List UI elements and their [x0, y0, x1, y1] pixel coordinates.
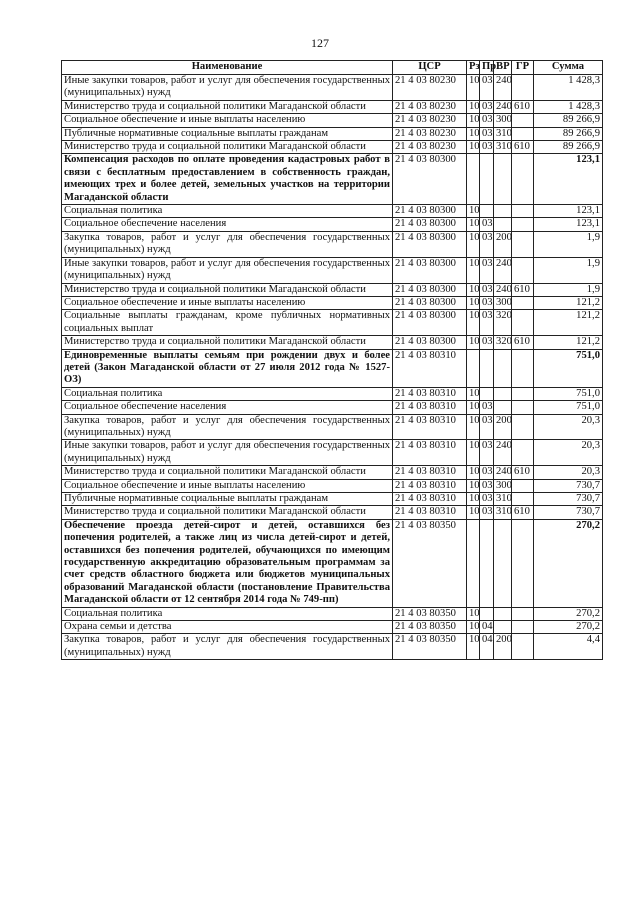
row-gr — [512, 414, 534, 440]
row-name: Министерство труда и социальной политики Магаданской области — [62, 466, 393, 479]
table-row — [62, 401, 603, 414]
row-csr: 21 4 03 80310 — [393, 479, 467, 492]
row-pr: 03 — [480, 257, 494, 283]
row-gr — [512, 621, 534, 634]
row-name: Социальное обеспечение и иные выплаты населению — [62, 296, 393, 309]
row-sum: 730,7 — [534, 493, 603, 506]
row-rz: 10 — [467, 127, 480, 140]
row-name: Иные закупки товаров, работ и услуг для обеспечения государственных (муниципальных) нужд — [62, 75, 393, 101]
row-vr: 310 — [494, 493, 512, 506]
row-csr: 21 4 03 80310 — [393, 466, 467, 479]
row-pr: 03 — [480, 466, 494, 479]
row-vr: 310 — [494, 127, 512, 140]
row-vr — [494, 154, 512, 205]
row-name: Социальное обеспечение и иные выплаты населению — [62, 479, 393, 492]
row-sum: 20,3 — [534, 466, 603, 479]
row-gr: 610 — [512, 506, 534, 519]
row-vr — [494, 205, 512, 218]
row-sum: 121,2 — [534, 310, 603, 336]
row-name: Социальные выплаты гражданам, кроме публичных нормативных социальных выплат — [62, 310, 393, 336]
row-pr — [480, 387, 494, 400]
table-row — [62, 336, 603, 349]
row-name: Обеспечение проезда детей-сирот и детей, оставшихся без попечения родителей, а также лиц из числа детей-сирот и детей, оставшихся без попечения родителей, обучающихся по имеющим государственную аккредитацию образовательным программам за счет средств областного бюджета или бюджетов муниципальных образований Магаданской области (постановление Правительства Магаданской области от 12 сентября 2014 года № 749-пп) — [62, 519, 393, 607]
row-gr — [512, 493, 534, 506]
row-name: Министерство труда и социальной политики Магаданской области — [62, 283, 393, 296]
row-name: Закупка товаров, работ и услуг для обеспечения государственных (муниципальных) нужд — [62, 414, 393, 440]
row-csr: 21 4 03 80310 — [393, 349, 467, 387]
table-row — [62, 141, 603, 154]
header-gr: ГР — [512, 61, 534, 75]
row-csr: 21 4 03 80300 — [393, 231, 467, 257]
row-gr — [512, 257, 534, 283]
row-gr — [512, 114, 534, 127]
row-rz: 10 — [467, 141, 480, 154]
row-rz: 10 — [467, 257, 480, 283]
row-rz — [467, 519, 480, 607]
row-sum: 89 266,9 — [534, 114, 603, 127]
table-row — [62, 154, 603, 205]
header-name: Наименование — [62, 61, 393, 75]
row-csr: 21 4 03 80310 — [393, 401, 467, 414]
row-sum: 89 266,9 — [534, 141, 603, 154]
row-vr — [494, 401, 512, 414]
row-rz: 10 — [467, 466, 480, 479]
row-sum: 751,0 — [534, 349, 603, 387]
row-vr — [494, 349, 512, 387]
row-name: Иные закупки товаров, работ и услуг для обеспечения государственных (муниципальных) нужд — [62, 440, 393, 466]
row-pr — [480, 607, 494, 620]
row-rz — [467, 349, 480, 387]
table-row — [62, 621, 603, 634]
row-sum: 1,9 — [534, 257, 603, 283]
row-csr: 21 4 03 80300 — [393, 218, 467, 231]
table-row — [62, 607, 603, 620]
table-row — [62, 349, 603, 387]
row-gr — [512, 154, 534, 205]
row-pr: 04 — [480, 621, 494, 634]
row-vr — [494, 621, 512, 634]
row-csr: 21 4 03 80310 — [393, 387, 467, 400]
row-name: Социальное обеспечение населения — [62, 218, 393, 231]
row-sum: 4,4 — [534, 634, 603, 660]
row-sum: 730,7 — [534, 479, 603, 492]
row-pr: 03 — [480, 493, 494, 506]
row-rz: 10 — [467, 296, 480, 309]
row-name: Социальная политика — [62, 387, 393, 400]
row-name: Охрана семьи и детства — [62, 621, 393, 634]
row-sum: 123,1 — [534, 205, 603, 218]
row-gr: 610 — [512, 466, 534, 479]
row-gr — [512, 349, 534, 387]
table-row — [62, 205, 603, 218]
row-csr: 21 4 03 80310 — [393, 414, 467, 440]
row-sum: 730,7 — [534, 506, 603, 519]
row-pr: 03 — [480, 401, 494, 414]
row-csr: 21 4 03 80300 — [393, 296, 467, 309]
row-csr: 21 4 03 80300 — [393, 154, 467, 205]
row-vr: 240 — [494, 466, 512, 479]
row-rz: 10 — [467, 231, 480, 257]
row-pr: 03 — [480, 310, 494, 336]
table-row — [62, 100, 603, 113]
table-row — [62, 479, 603, 492]
table-row — [62, 414, 603, 440]
table-row — [62, 114, 603, 127]
row-rz: 10 — [467, 401, 480, 414]
row-rz — [467, 154, 480, 205]
row-gr — [512, 205, 534, 218]
row-rz: 10 — [467, 387, 480, 400]
row-rz: 10 — [467, 621, 480, 634]
row-name: Министерство труда и социальной политики Магаданской области — [62, 141, 393, 154]
row-csr: 21 4 03 80300 — [393, 283, 467, 296]
row-pr: 03 — [480, 283, 494, 296]
row-pr: 03 — [480, 127, 494, 140]
table-header-row — [62, 61, 603, 75]
row-pr: 03 — [480, 336, 494, 349]
row-csr: 21 4 03 80300 — [393, 257, 467, 283]
row-rz: 10 — [467, 114, 480, 127]
row-gr: 610 — [512, 336, 534, 349]
row-rz: 10 — [467, 100, 480, 113]
table-body — [62, 75, 603, 660]
row-rz: 10 — [467, 634, 480, 660]
row-gr — [512, 479, 534, 492]
header-rz: Рз — [467, 61, 480, 75]
row-csr: 21 4 03 80350 — [393, 634, 467, 660]
table-row — [62, 519, 603, 607]
page-number: 127 — [311, 36, 329, 50]
row-gr — [512, 75, 534, 101]
row-csr: 21 4 03 80310 — [393, 440, 467, 466]
budget-table — [61, 60, 603, 660]
row-sum: 1,9 — [534, 231, 603, 257]
row-pr: 03 — [480, 296, 494, 309]
row-pr: 03 — [480, 440, 494, 466]
row-gr: 610 — [512, 283, 534, 296]
row-name: Министерство труда и социальной политики Магаданской области — [62, 336, 393, 349]
row-vr — [494, 218, 512, 231]
row-name: Социальная политика — [62, 205, 393, 218]
row-rz: 10 — [467, 75, 480, 101]
row-sum: 270,2 — [534, 607, 603, 620]
row-csr: 21 4 03 80230 — [393, 141, 467, 154]
row-name: Социальное обеспечение и иные выплаты населению — [62, 114, 393, 127]
row-sum: 121,2 — [534, 336, 603, 349]
row-csr: 21 4 03 80350 — [393, 607, 467, 620]
row-csr: 21 4 03 80350 — [393, 519, 467, 607]
row-vr: 200 — [494, 414, 512, 440]
row-gr — [512, 296, 534, 309]
row-sum: 121,2 — [534, 296, 603, 309]
row-pr — [480, 349, 494, 387]
row-vr: 320 — [494, 310, 512, 336]
row-vr: 240 — [494, 100, 512, 113]
row-name: Публичные нормативные социальные выплаты гражданам — [62, 493, 393, 506]
row-gr — [512, 218, 534, 231]
row-name: Министерство труда и социальной политики Магаданской области — [62, 506, 393, 519]
table-row — [62, 310, 603, 336]
row-name: Публичные нормативные социальные выплаты гражданам — [62, 127, 393, 140]
row-rz: 10 — [467, 336, 480, 349]
row-sum: 1 428,3 — [534, 75, 603, 101]
row-csr: 21 4 03 80230 — [393, 127, 467, 140]
row-sum: 1,9 — [534, 283, 603, 296]
row-rz: 10 — [467, 310, 480, 336]
header-csr: ЦСР — [393, 61, 467, 75]
row-name: Компенсация расходов по оплате проведения кадастровых работ в связи с бесплатным предоставлением в собственность граждан, имеющих трех и более детей, земельных участков на территории Магаданской области — [62, 154, 393, 205]
row-csr: 21 4 03 80310 — [393, 493, 467, 506]
row-sum: 20,3 — [534, 440, 603, 466]
row-vr: 310 — [494, 141, 512, 154]
row-sum: 89 266,9 — [534, 127, 603, 140]
header-sum: Сумма — [534, 61, 603, 75]
row-vr: 300 — [494, 114, 512, 127]
row-rz: 10 — [467, 479, 480, 492]
row-pr — [480, 154, 494, 205]
row-rz: 10 — [467, 414, 480, 440]
row-vr — [494, 387, 512, 400]
row-sum: 270,2 — [534, 519, 603, 607]
row-gr — [512, 440, 534, 466]
row-csr: 21 4 03 80230 — [393, 75, 467, 101]
row-sum: 123,1 — [534, 218, 603, 231]
table-row — [62, 387, 603, 400]
table-row — [62, 506, 603, 519]
row-vr: 320 — [494, 336, 512, 349]
row-gr — [512, 231, 534, 257]
header-pr: Пр — [480, 61, 494, 75]
table-row — [62, 493, 603, 506]
table-row — [62, 218, 603, 231]
row-pr — [480, 519, 494, 607]
row-name: Министерство труда и социальной политики Магаданской области — [62, 100, 393, 113]
row-name: Социальное обеспечение населения — [62, 401, 393, 414]
row-name: Закупка товаров, работ и услуг для обеспечения государственных (муниципальных) нужд — [62, 231, 393, 257]
row-vr: 240 — [494, 257, 512, 283]
row-pr: 03 — [480, 479, 494, 492]
row-name: Единовременные выплаты семьям при рождении двух и более детей (Закон Магаданской области от 27 июля 2012 года № 1527-ОЗ) — [62, 349, 393, 387]
row-sum: 751,0 — [534, 387, 603, 400]
row-sum: 270,2 — [534, 621, 603, 634]
row-vr: 240 — [494, 440, 512, 466]
row-vr: 200 — [494, 634, 512, 660]
row-csr: 21 4 03 80300 — [393, 205, 467, 218]
row-csr: 21 4 03 80310 — [393, 506, 467, 519]
row-rz: 10 — [467, 493, 480, 506]
table-row — [62, 283, 603, 296]
row-pr — [480, 205, 494, 218]
row-gr — [512, 127, 534, 140]
row-pr: 03 — [480, 141, 494, 154]
row-gr — [512, 607, 534, 620]
row-gr: 610 — [512, 100, 534, 113]
row-name: Закупка товаров, работ и услуг для обеспечения государственных (муниципальных) нужд — [62, 634, 393, 660]
row-gr — [512, 310, 534, 336]
row-pr: 03 — [480, 218, 494, 231]
row-pr: 04 — [480, 634, 494, 660]
table-row — [62, 634, 603, 660]
table-row — [62, 257, 603, 283]
table-row — [62, 296, 603, 309]
table-row — [62, 127, 603, 140]
row-vr — [494, 607, 512, 620]
row-vr: 240 — [494, 75, 512, 101]
row-name: Иные закупки товаров, работ и услуг для обеспечения государственных (муниципальных) нужд — [62, 257, 393, 283]
row-pr: 03 — [480, 75, 494, 101]
row-sum: 751,0 — [534, 401, 603, 414]
row-vr: 300 — [494, 479, 512, 492]
row-csr: 21 4 03 80230 — [393, 114, 467, 127]
row-sum: 123,1 — [534, 154, 603, 205]
row-vr: 200 — [494, 231, 512, 257]
row-rz: 10 — [467, 607, 480, 620]
header-vr: ВР — [494, 61, 512, 75]
table-row — [62, 75, 603, 101]
row-vr: 300 — [494, 296, 512, 309]
row-rz: 10 — [467, 283, 480, 296]
row-rz: 10 — [467, 205, 480, 218]
row-rz: 10 — [467, 506, 480, 519]
row-gr — [512, 634, 534, 660]
row-pr: 03 — [480, 114, 494, 127]
row-vr: 310 — [494, 506, 512, 519]
row-pr: 03 — [480, 506, 494, 519]
row-csr: 21 4 03 80300 — [393, 336, 467, 349]
row-csr: 21 4 03 80350 — [393, 621, 467, 634]
row-sum: 20,3 — [534, 414, 603, 440]
row-sum: 1 428,3 — [534, 100, 603, 113]
row-csr: 21 4 03 80230 — [393, 100, 467, 113]
row-name: Социальная политика — [62, 607, 393, 620]
row-vr — [494, 519, 512, 607]
row-gr — [512, 401, 534, 414]
row-pr: 03 — [480, 414, 494, 440]
row-pr: 03 — [480, 100, 494, 113]
row-csr: 21 4 03 80300 — [393, 310, 467, 336]
row-gr — [512, 387, 534, 400]
row-vr: 240 — [494, 283, 512, 296]
row-gr — [512, 519, 534, 607]
table-row — [62, 231, 603, 257]
table-row — [62, 466, 603, 479]
row-rz: 10 — [467, 218, 480, 231]
row-gr: 610 — [512, 141, 534, 154]
row-rz: 10 — [467, 440, 480, 466]
table-row — [62, 440, 603, 466]
row-pr: 03 — [480, 231, 494, 257]
